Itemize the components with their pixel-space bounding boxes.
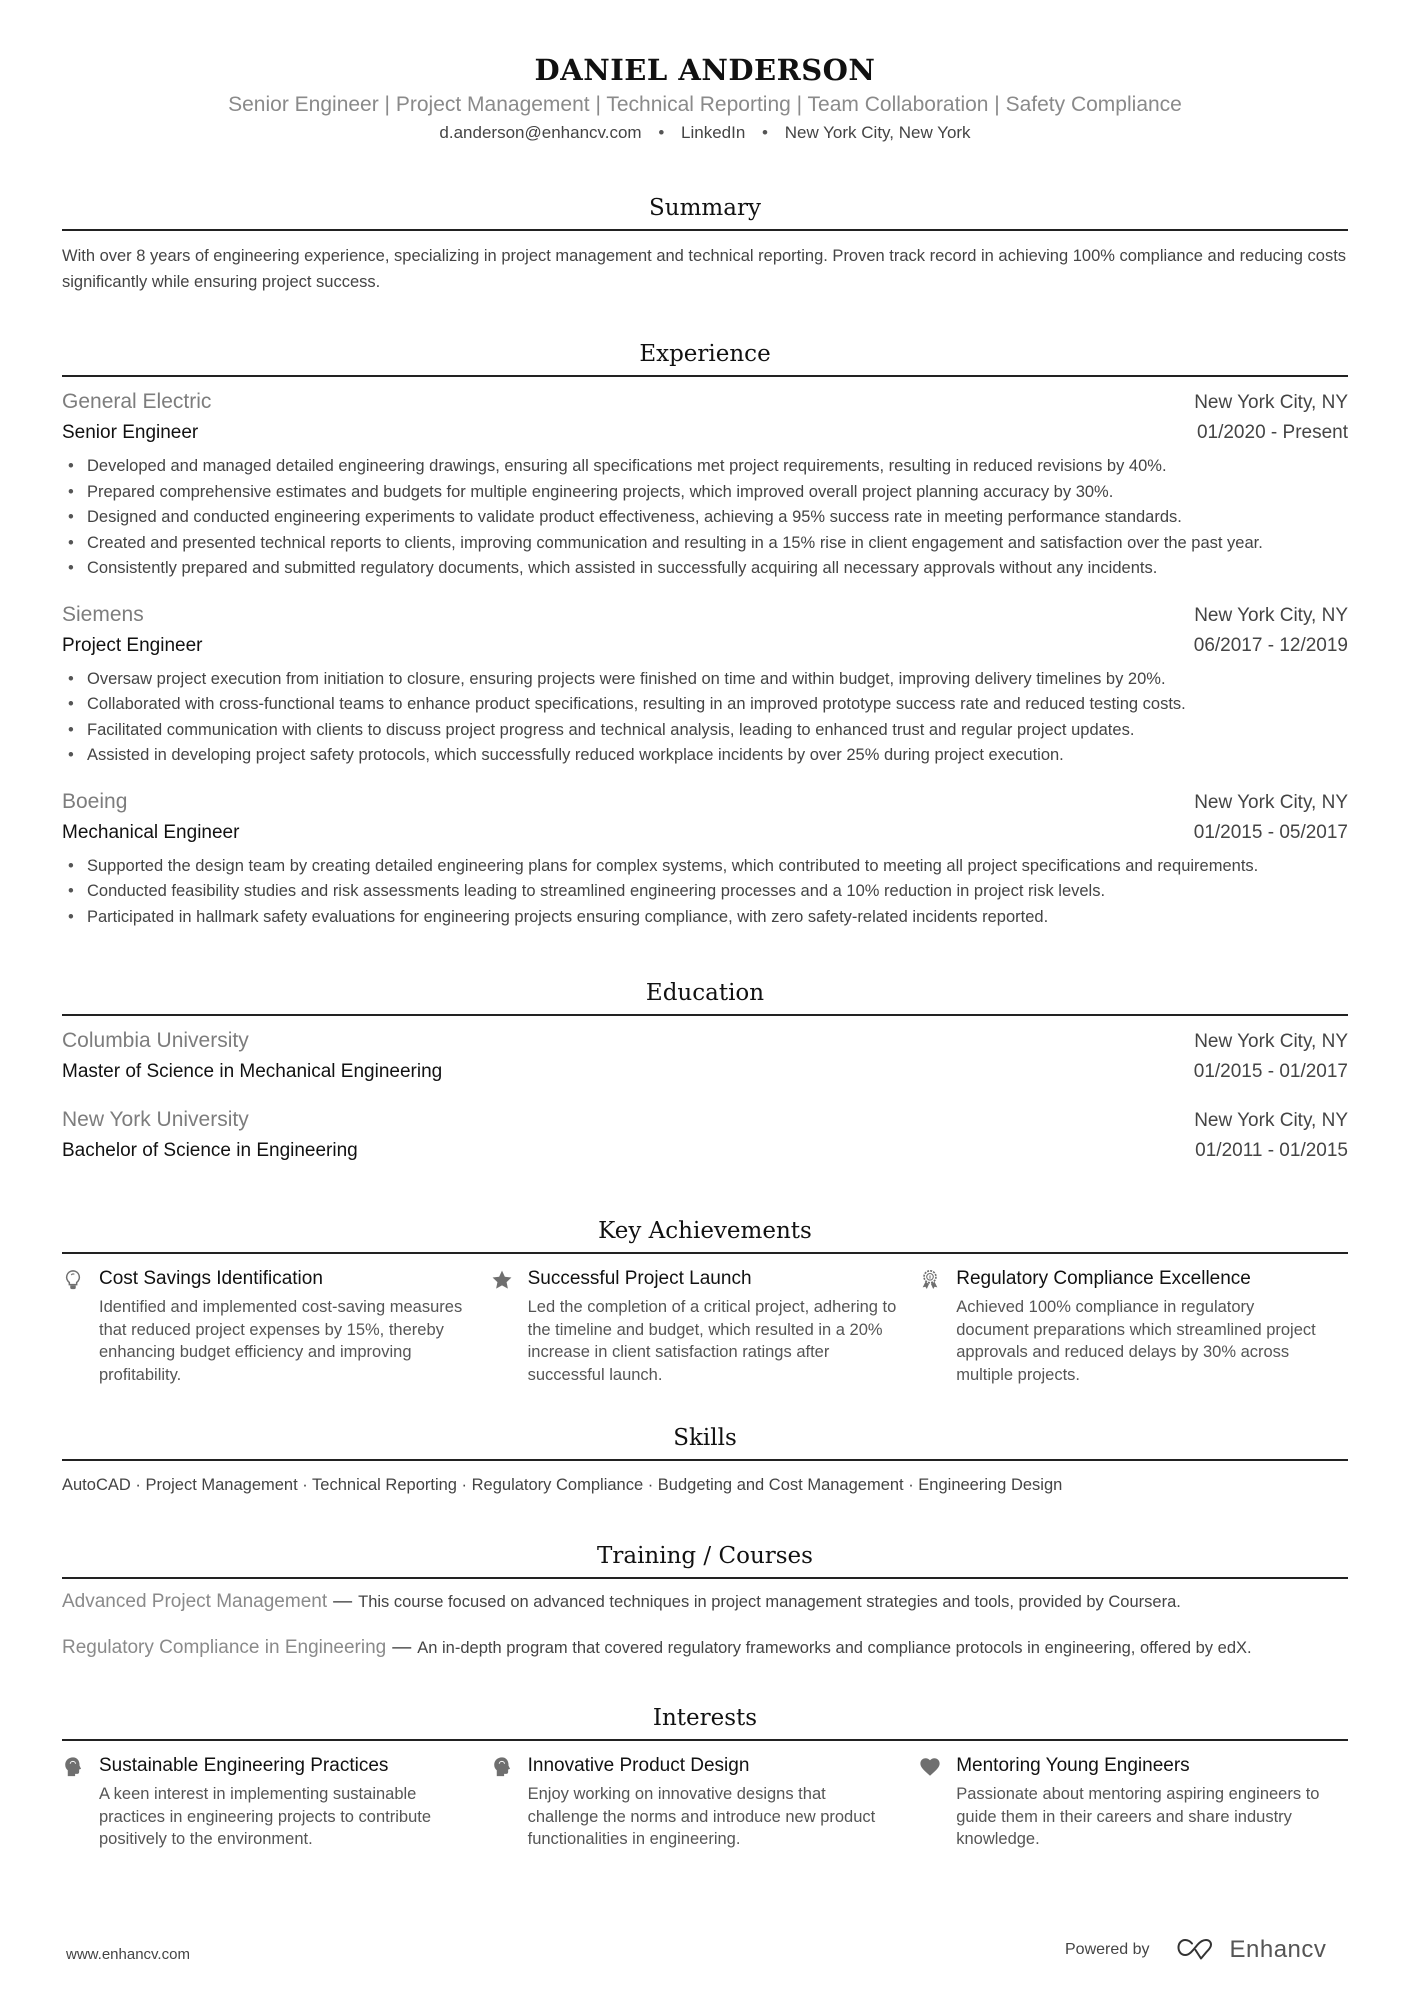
interest-title: Mentoring Young Engineers [956,1754,1190,1776]
bullet-item: • Developed and managed detailed engineering drawings, ensuring all specifications met project requirements, resulting in reduced revisions by 40%. [87,454,1348,480]
achievement-desc: Identified and implemented cost-saving measures that reduced project expenses by 15%, thereby enhancing budget efficiency and improving profitability. [99,1298,463,1385]
bullet-item: • Oversaw project execution from initiation to closure, ensuring projects were finished on time and within budget, improving delivery timelines by 20%. [87,667,1348,693]
summary-text: With over 8 years of engineering experience, specializing in project management and technical reporting. Proven track record in achieving 100% compliance and reducing costs significantly while ensuring project success. [62,247,1347,291]
school-name: Columbia University [62,1029,249,1052]
contact-line [62,121,1348,145]
bullet-item: • Conducted feasibility studies and risk assessments leading to streamlined engineering processes and a 10% reduction in project risk levels. [87,879,1348,905]
bullet-item: • Participated in hallmark safety evaluations for engineering projects ensuring compliance, with zero safety-related incidents reported. [87,905,1348,931]
course-name: Advanced Project Management [62,1590,328,1612]
experience-entry [62,600,1348,769]
dash-separator: — [333,1590,353,1612]
job-title: Project Engineer [62,634,203,656]
bullet-item: • Designed and conducted engineering experiments to validate product effectiveness, achieving a 95% success rate in meeting performance standards. [87,505,1348,531]
bullet-item: • Supported the design team by creating detailed engineering plans for complex systems, which contributed to meeting all project specifications and requirements. [87,854,1348,880]
school-location: New York City, NY [1194,1110,1348,1131]
section-divider [62,375,1348,377]
award-icon [919,1266,956,1387]
experience-entry [62,387,1348,582]
bullet-item: • Collaborated with cross-functional teams to enhance product specifications, resulting in an improved prototype success rate and reduced testing costs. [87,692,1348,718]
bullet-item: • Consistently prepared and submitted regulatory documents, which assisted in successfully acquiring all necessary approvals without any incidents. [87,556,1348,582]
job-bullets [62,454,1348,582]
heart-icon [919,1753,956,1851]
powered-by [1065,1936,1326,1964]
brain-head-icon [491,1753,528,1851]
achievement-desc: Led the completion of a critical project, adhering to the timeline and budget, which resulted in a 20% increase in client satisfaction ratings after successful launch. [527,1298,897,1385]
candidate-name: DANIEL ANDERSON [534,53,876,87]
experience-section [62,339,1348,930]
job-title: Mechanical Engineer [62,821,240,843]
enhancv-logo[interactable] [1176,1936,1327,1964]
interest-item [62,1753,491,1851]
job-title: Senior Engineer [62,422,199,443]
email-link[interactable]: d.anderson@enhancv.com [439,123,642,142]
section-divider [62,1252,1348,1254]
section-title-training: Training / Courses [597,1542,813,1569]
skills-section [62,1423,1348,1497]
section-title-summary: Summary [649,195,761,221]
brain-head-icon [62,1753,99,1851]
interest-item [491,1753,920,1851]
experience-entry [62,787,1348,931]
bullet-item: • Created and presented technical reports to clients, improving communication and resulting in a 15% rise in client engagement and satisfaction over the past year. [87,531,1348,557]
course-name: Regulatory Compliance in Engineering [62,1636,387,1658]
headline: Senior Engineer | Project Management | Technical Reporting | Team Collaboration | Safety Compliance [228,93,1182,116]
job-dates: 01/2015 - 05/2017 [1193,821,1348,843]
enhancv-brand: Enhancv [1229,1936,1327,1963]
achievement-item [62,1266,491,1387]
education-dates: 01/2011 - 01/2015 [1195,1140,1348,1161]
company-name: General Electric [62,390,212,413]
enhancv-logo-icon [1176,1937,1222,1963]
interest-item [919,1753,1348,1851]
achievement-title: Regulatory Compliance Excellence [956,1268,1251,1289]
interest-desc: Passionate about mentoring aspiring engineers to guide them in their careers and share industry knowledge. [956,1784,1320,1849]
location: New York City, New York [784,123,971,142]
company-name: Siemens [62,602,144,626]
education-dates: 01/2015 - 01/2017 [1193,1061,1348,1082]
education-entry [62,1026,1348,1087]
separator: • [658,123,665,142]
achievements-section [62,1216,1348,1387]
course-desc: This course focused on advanced techniques in project management strategies and tools, provided by Coursera. [358,1592,1181,1611]
skills-list: AutoCAD · Project Management · Technical Reporting · Regulatory Compliance · Budgeting and Cost Management · Engineering Design [62,1475,1063,1494]
job-dates: 01/2020 - Present [1196,422,1348,443]
bullet-item: • Prepared comprehensive estimates and budgets for multiple engineering projects, which improved overall project planning accuracy by 30%. [87,480,1348,506]
achievement-title: Successful Project Launch [527,1268,752,1289]
bullet-item: • Assisted in developing project safety protocols, which successfully reduced workplace incidents by over 25% during project execution. [87,743,1348,769]
interests-section [62,1703,1348,1851]
section-title-skills: Skills [673,1424,737,1451]
resume-page [62,0,1348,1851]
resume-header [62,0,1348,145]
school-name: New York University [62,1108,249,1131]
course-item [62,1589,1348,1615]
bullet-item: • Facilitated communication with clients to discuss project progress and technical analysis, leading to enhanced trust and regular project updates. [87,718,1348,744]
star-icon [491,1266,528,1387]
training-section [62,1541,1348,1661]
company-name: Boeing [62,789,128,813]
section-divider [62,229,1348,231]
section-title-interests: Interests [652,1704,758,1731]
achievement-desc: Achieved 100% compliance in regulatory document preparations which streamlined project approvals and reduced delays by 30% across multiple projects. [956,1298,1316,1385]
summary-section [62,193,1348,295]
degree: Bachelor of Science in Engineering [62,1140,358,1161]
dash-separator: — [392,1636,412,1658]
course-desc: An in-depth program that covered regulatory frameworks and compliance protocols in engineering, offered by edX. [417,1638,1252,1657]
powered-by-label: Powered by [1065,1941,1150,1958]
job-location: New York City, NY [1194,392,1348,413]
achievement-title: Cost Savings Identification [99,1268,323,1289]
section-title-education: Education [645,980,765,1006]
school-location: New York City, NY [1194,1031,1348,1052]
section-divider [62,1459,1348,1461]
lightbulb-icon [62,1266,99,1387]
job-bullets [62,854,1348,931]
interest-desc: A keen interest in implementing sustainable practices in engineering projects to contribute positively to the environment. [99,1784,432,1849]
job-dates: 06/2017 - 12/2019 [1193,634,1348,656]
interest-title: Sustainable Engineering Practices [99,1754,389,1776]
course-item [62,1635,1348,1661]
degree: Master of Science in Mechanical Engineering [62,1061,443,1082]
job-bullets [62,667,1348,769]
separator: • [762,123,768,142]
linkedin-link[interactable]: LinkedIn [681,123,746,142]
education-entry [62,1105,1348,1166]
interest-desc: Enjoy working on innovative designs that challenge the norms and introduce new product functionalities in engineering. [527,1784,876,1849]
achievement-item [919,1266,1348,1387]
website-link[interactable]: www.enhancv.com [66,1946,190,1963]
section-divider [62,1577,1348,1579]
section-divider [62,1739,1348,1741]
section-title-experience: Experience [639,341,771,367]
interest-title: Innovative Product Design [527,1754,750,1776]
job-location: New York City, NY [1194,604,1348,626]
job-location: New York City, NY [1194,791,1348,813]
section-divider [62,1014,1348,1016]
section-title-achievements: Key Achievements [598,1218,812,1244]
achievement-item [491,1266,920,1387]
education-section [62,978,1348,1166]
